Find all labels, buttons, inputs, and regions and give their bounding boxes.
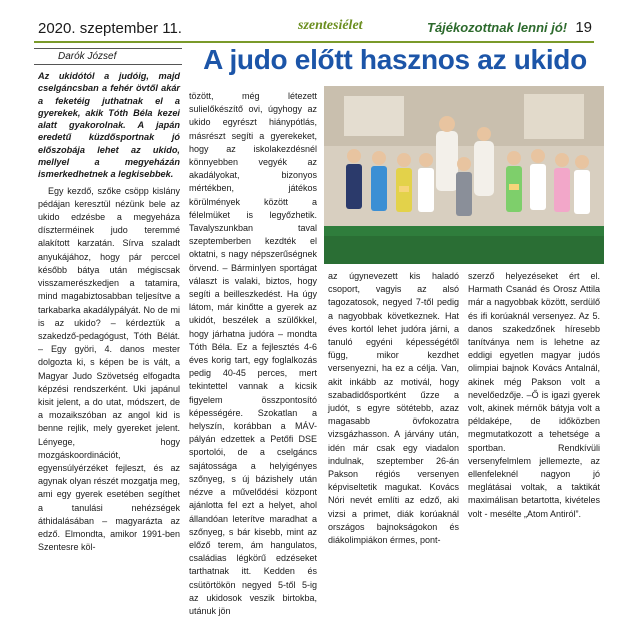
- column-3-text: az úgynevezett kis haladó csoport, vagyis az alsó tagozatosok, negyed 7-től pedig a nagyobbak következnek. Hat éves kortól lehet judóra járni, a tanuló egyéni képességétől függ, mikor kezdhet versenyezni, ha ez a célja. Van, akit inkább az motivál, hogy szabadidősportként űzze a judót, s egyre sötétebb, azaz magasabb övfokozatra vizsgázhasson. A járvány után, idén már csak egy viadalon indulnak, szeptember 26-án Pakson régiós versenyen képviseltetik magukat. Kovács Nóri nevét említi az edző, aki vizsi a primet, diák korúaknál országos bajnokságokon és diákolimpiákon érmes, pont-: [328, 271, 459, 546]
- article-column-2: [189, 90, 317, 616]
- article-author: Darók József: [34, 48, 182, 65]
- column-1-text: Egy kezdő, szőke csöpp kislány pédájan keresztül nézünk bele az ukido edzésbe a megyeháza díszterméinek judo teremmé alakított karzatán. Sírva szaladt anyukájához, hogy pár perccel később bátya után mégiscsak visszamerészkedjen a tatamira, mind magabiztosabban teljesítve a tarkabarka akadálypályát. No de mi is az ukido? – kérdeztük a szakedző-pedagógust, Tóth Bélát. – Egy györi, 4. danos mester dolgozta ki, s képen be is vált, a Magyar Judo Szövetség elfogadta képzési rendszerként. Uki japánul kisit jelent, a do utat, módszert, de a mozaikszóban az angol kid is benne rejlik, mely gyereket jelent. Lényege, hogy mozgáskoordinációt, egyensúlyérzéket fejleszt, és az agynak olyan részét mozgatja meg, ami egy gyerek esetében segíthet a tanulási nehézségek áthidalásában – magyarázta az edző. Elmondta, amikor 1991-ben Szentesre köl-: [38, 185, 180, 553]
- article-column-3: [328, 270, 459, 546]
- column-4-text: szerző helyezéseket ért el. Harmath Csanád és Orosz Attila már a nagyobbak között, serdülő és ifi korúaknál versenyez. Az 5. danos szakedzőnek híresebb tanítványa nem is lehetne az eddigi egyetlen magyar judós olimpiai bajnok Kovács Antalnál, akinek még Pakson volt a nevelőedzője. –Ő is igazi gyerek volt, akinek mérnök bátyja volt a példaképe, de időközben megmutatkozott a tehetsége a sportban. Rendkívüli versenyfelmlem jellemezte, az ellenfeleknél nagyon jó meglátásai voltak, a taktikát maximálisan betartotta, kivételes volt - mesélte „Atom Antiról”.: [468, 271, 600, 519]
- article-column-4: [468, 270, 600, 519]
- judo-kids-photo: [324, 86, 604, 264]
- page-header: [34, 15, 594, 43]
- page-number: 19: [575, 19, 592, 36]
- masthead-logo: szentesiélet: [298, 18, 363, 33]
- group-photo-illustration: [324, 86, 604, 264]
- section-title: Tájékozottnak lenni jó!: [427, 20, 568, 35]
- issue-date: 2020. szeptember 11.: [38, 20, 182, 37]
- article-title: A judo előtt hasznos az ukido: [203, 44, 587, 75]
- column-2-text: tözött, még létezett sulielőkészítő ovi, úgyhogy az ukido egyrészt hiánypótlás, másrészt segíti a gyerekeket, hogy az iskolakezdésnél könnyebben vegyék az akadályokat, bizonyos mértékben, játékos körülmények között a félelmüket is legyőzhetik. Tavalyszunkban taval szeptemberben kezdték el oktatni, s nagy népszerűségnek örvend. – Bárminlyen sportágat választ is valaki, biztos, hogy segíti a beilleszkedést. Ha úgy látom, már kinőtte a gyerek az ukidót, beszélek a szülőkkel, hogy járhatna judóra – mondta Tóth Béla. Ez a fejlesztés 4-6 éves korig tart, egy foglalkozás pedig 40-45 perces, mert tekintettel vannak a kicsik figyelem összpontosító képességére. Szokatlan a helyszín, korábban a MÁV-pályán edzettek a Petőfi DSE sportolói, de a cselgáncs sajátossága a helyigényes szőnyeg, s új bázishely után nézve a művelődési központ ajánlotta fel ezt a helyet, ahol állandóan leterítve maradhat a szőnyeg, s bár kisebb, mint az előző terem, ám hangulatos, családias légkörű edzéseket tarthatnak itt. Kedden és csütörtökön negyed 5-től 5-ig az ukidosok veszik birtokba, utánuk jön: [189, 91, 317, 616]
- article-column-1: [38, 70, 180, 553]
- article-lead: Az ukidótól a judóig, majd cselgáncsban a fehér övtől akár a feketéig juthatnak el a gyerekek, akik Tóth Béla kezei alatt gyakorolnak. A japán eredetű küzdősportnak jó előszobája lehet az ukido, mellyel a megyeházán ismerkedhetnek a legkisebbek.: [38, 71, 180, 180]
